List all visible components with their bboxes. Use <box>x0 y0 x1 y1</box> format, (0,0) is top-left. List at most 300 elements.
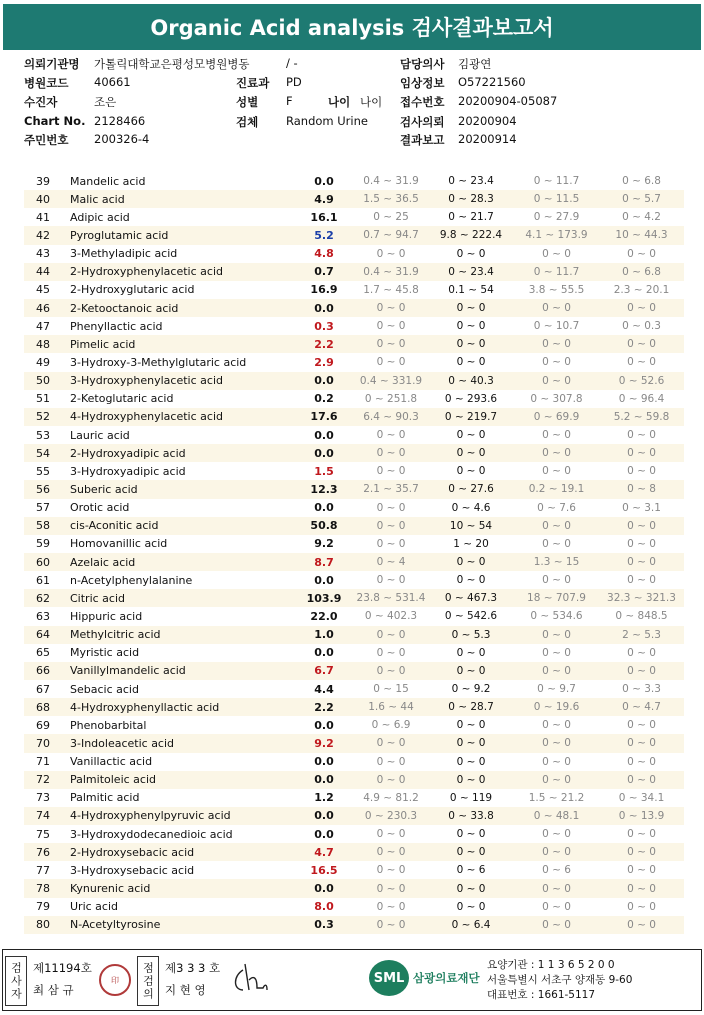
result-value: 0.0 <box>314 301 334 315</box>
reference-range-1: 0 ~ 0 <box>376 501 406 514</box>
report-title: Organic Acid analysis 검사결과보고서 <box>3 4 701 50</box>
reference-range-2: 0 ~ 28.7 <box>448 701 494 714</box>
result-value: 16.9 <box>310 283 338 297</box>
reference-range-4: 0 ~ 0 <box>627 900 656 913</box>
reference-range-2: 0 ~ 0 <box>456 356 486 369</box>
reference-range-2: 0 ~ 0 <box>456 574 486 587</box>
reference-range-2: 0 ~ 119 <box>449 791 493 804</box>
compound-name: Phenyllactic acid <box>70 319 163 333</box>
row-number: 80 <box>36 918 50 932</box>
reference-range-1: 0 ~ 0 <box>376 828 406 841</box>
approver-label-box <box>137 956 159 1006</box>
reference-range-1: 0 ~ 0 <box>376 864 406 877</box>
reference-range-1: 0 ~ 0 <box>376 574 406 587</box>
compound-name: 3-Indoleacetic acid <box>70 736 175 750</box>
reference-range-4: 0 ~ 0 <box>627 773 656 786</box>
report-footer <box>2 949 702 1011</box>
reference-range-3: 0 ~ 11.5 <box>533 193 580 206</box>
reference-range-1: 1.6 ~ 44 <box>368 701 414 714</box>
reference-range-3: 0 ~ 307.8 <box>530 392 583 405</box>
reference-range-1: 0 ~ 402.3 <box>364 610 418 623</box>
reference-range-1: 0 ~ 230.3 <box>364 809 418 822</box>
reference-range-3: 0 ~ 9.7 <box>537 683 576 695</box>
result-value: 0.2 <box>314 392 334 406</box>
reference-range-4: 0 ~ 4.2 <box>622 211 661 224</box>
reference-range-3: 0 ~ 0 <box>542 846 571 859</box>
compound-name: Citric acid <box>70 591 125 605</box>
result-value: 0.0 <box>314 773 334 787</box>
table-row <box>24 353 684 371</box>
reference-range-1: 0 ~ 0 <box>376 737 406 750</box>
specimen-value: Random Urine <box>286 114 368 128</box>
table-row <box>24 662 684 680</box>
clinical-label: 임상정보 <box>400 76 445 90</box>
row-number: 67 <box>36 682 50 696</box>
reference-range-3: 0 ~ 0 <box>542 628 571 641</box>
sml-logo-icon: SML <box>369 960 409 996</box>
reference-range-1: 2.1 ~ 35.7 <box>363 483 419 496</box>
reference-range-2: 0 ~ 23.4 <box>448 175 494 188</box>
approver-label: 점검의 <box>141 961 155 1001</box>
reference-range-4: 0 ~ 34.1 <box>618 791 665 804</box>
result-value: 16.1 <box>310 210 338 224</box>
reference-range-3: 0 ~ 10.7 <box>533 320 580 333</box>
reference-range-3: 0 ~ 534.6 <box>530 610 583 623</box>
seal-icon: 印 <box>99 964 131 996</box>
table-row <box>24 462 684 480</box>
reference-range-1: 23.8 ~ 531.4 <box>356 592 426 605</box>
table-row <box>24 843 684 861</box>
table-row <box>24 390 684 408</box>
row-number: 61 <box>36 573 50 587</box>
result-value: 0.0 <box>314 573 334 587</box>
reference-range-2: 0 ~ 23.4 <box>448 265 494 278</box>
reference-range-4: 0 ~ 4.7 <box>622 701 661 714</box>
compound-name: 2-Ketoglutaric acid <box>70 392 174 406</box>
reference-range-1: 0 ~ 0 <box>376 755 406 768</box>
dept-value: PD <box>286 75 302 89</box>
reference-range-1: 0 ~ 0 <box>376 429 406 442</box>
reference-range-2: 0 ~ 0 <box>456 755 486 768</box>
reference-range-3: 1.5 ~ 21.2 <box>528 791 585 804</box>
examiner-label: 검사자 <box>9 961 23 1001</box>
result-value: 9.2 <box>314 537 334 551</box>
compound-name: Lauric acid <box>70 428 130 442</box>
row-number: 68 <box>36 700 50 714</box>
result-value: 4.7 <box>314 845 334 859</box>
reference-range-4: 0 ~ 0 <box>627 302 656 315</box>
results-table <box>24 172 684 936</box>
report-value: 20200914 <box>458 132 517 146</box>
reference-range-1: 0.4 ~ 31.9 <box>363 175 419 188</box>
row-number: 40 <box>36 192 50 206</box>
table-row <box>24 626 684 644</box>
chart-value: 2128466 <box>94 114 146 128</box>
row-number: 44 <box>36 265 50 279</box>
reference-range-1: 0 ~ 0 <box>376 465 406 478</box>
reference-range-4: 0 ~ 3.1 <box>622 501 661 514</box>
reference-range-2: 0 ~ 0 <box>456 556 486 569</box>
result-value: 4.9 <box>314 192 334 206</box>
reference-range-3: 0 ~ 0 <box>542 882 571 895</box>
reference-range-4: 0 ~ 0 <box>627 755 656 768</box>
row-number: 51 <box>36 392 50 406</box>
approver-license: 제3 3 3 호 <box>165 961 221 975</box>
reference-range-3: 0 ~ 0 <box>542 755 571 768</box>
reference-range-2: 0 ~ 0 <box>456 719 486 732</box>
compound-name: Mandelic acid <box>70 174 146 188</box>
reference-range-2: 0 ~ 0 <box>456 646 486 659</box>
age-label: 나이 <box>328 95 351 109</box>
reference-range-1: 0.4 ~ 331.9 <box>359 374 423 387</box>
reference-range-1: 0 ~ 25 <box>373 211 409 224</box>
compound-name: Sebacic acid <box>70 682 139 696</box>
result-value: 0.0 <box>314 646 334 660</box>
table-row <box>24 499 684 517</box>
compound-name: Hippuric acid <box>70 609 143 623</box>
result-value: 0.0 <box>314 428 334 442</box>
lab-phone: 대표번호 : 1661-5117 <box>487 989 596 1001</box>
row-number: 45 <box>36 283 50 297</box>
result-value: 2.2 <box>314 337 334 351</box>
reference-range-2: 0 ~ 542.6 <box>444 610 498 623</box>
row-number: 65 <box>36 646 50 660</box>
table-row <box>24 825 684 843</box>
table-row <box>24 861 684 879</box>
table-row <box>24 226 684 244</box>
reference-range-2: 0 ~ 0 <box>456 447 486 460</box>
reference-range-2: 0 ~ 0 <box>456 846 486 859</box>
reference-range-3: 18 ~ 707.9 <box>527 592 586 605</box>
reference-range-2: 0 ~ 0 <box>456 773 486 786</box>
clinical-value: O57221560 <box>458 75 526 89</box>
reference-range-3: 0 ~ 0 <box>542 900 571 913</box>
lab-address: 서울특별시 서초구 양재동 9-60 <box>487 974 633 986</box>
result-value: 8.7 <box>314 555 334 569</box>
row-number: 54 <box>36 446 50 460</box>
reference-range-4: 32.3 ~ 321.3 <box>607 592 676 605</box>
reference-range-4: 0 ~ 8 <box>627 483 656 496</box>
request-label: 검사의뢰 <box>400 115 445 129</box>
reference-range-3: 0 ~ 0 <box>542 918 571 931</box>
reference-range-3: 0 ~ 0 <box>542 429 571 442</box>
reference-range-4: 0 ~ 0 <box>627 918 656 931</box>
reference-range-4: 0 ~ 0 <box>627 882 656 895</box>
reference-range-2: 0 ~ 0 <box>456 900 486 913</box>
reference-range-1: 1.7 ~ 45.8 <box>363 283 419 296</box>
table-row <box>24 789 684 807</box>
chart-label: Chart No. <box>24 114 86 128</box>
reference-range-3: 0 ~ 7.6 <box>537 501 576 514</box>
reference-range-2: 0 ~ 0 <box>456 429 486 442</box>
result-value: 2.2 <box>314 700 334 714</box>
compound-name: 4-Hydroxyphenylacetic acid <box>70 410 223 424</box>
reference-range-1: 6.4 ~ 90.3 <box>363 410 419 423</box>
result-value: 0.0 <box>314 882 334 896</box>
result-value: 0.0 <box>314 446 334 460</box>
reference-range-2: 0 ~ 27.6 <box>448 483 494 496</box>
result-value: 0.3 <box>314 918 334 932</box>
compound-name: Kynurenic acid <box>70 882 151 896</box>
row-number: 77 <box>36 863 50 877</box>
doctor-value: 김광연 <box>458 57 492 71</box>
result-value: 0.7 <box>314 265 334 279</box>
table-row <box>24 299 684 317</box>
approver-name: 지 현 영 <box>165 983 206 997</box>
table-row <box>24 281 684 299</box>
hospital-label: 의뢰기관명 <box>24 57 80 71</box>
table-row <box>24 208 684 226</box>
result-value: 8.0 <box>314 900 334 914</box>
reference-range-4: 0 ~ 0 <box>627 247 656 260</box>
compound-name: Suberic acid <box>70 482 138 496</box>
table-row <box>24 589 684 607</box>
compound-name: Phenobarbital <box>70 718 147 732</box>
table-row <box>24 408 684 426</box>
reference-range-1: 0 ~ 0 <box>376 773 406 786</box>
reference-range-2: 0 ~ 33.8 <box>448 809 494 822</box>
row-number: 52 <box>36 410 50 424</box>
row-number: 49 <box>36 355 50 369</box>
reference-range-3: 0 ~ 0 <box>542 828 571 841</box>
compound-name: Palmitic acid <box>70 791 140 805</box>
reference-range-4: 0 ~ 0 <box>627 846 656 859</box>
reference-range-1: 0 ~ 0 <box>376 356 406 369</box>
reference-range-2: 0 ~ 0 <box>456 465 486 478</box>
reference-range-3: 0 ~ 11.7 <box>533 175 580 188</box>
result-value: 0.0 <box>314 827 334 841</box>
table-row <box>24 807 684 825</box>
compound-name: 3-Methyladipic acid <box>70 247 178 261</box>
row-number: 48 <box>36 337 50 351</box>
signature-icon <box>229 958 273 998</box>
reference-range-2: 1 ~ 20 <box>453 537 489 550</box>
result-value: 1.2 <box>314 791 334 805</box>
reference-range-1: 0 ~ 4 <box>376 556 406 569</box>
compound-name: N-Acetyltyrosine <box>70 918 161 932</box>
compound-name: 2-Hydroxysebacic acid <box>70 845 195 859</box>
receipt-value: 20200904-05087 <box>458 94 558 108</box>
table-row <box>24 480 684 498</box>
result-value: 22.0 <box>310 609 338 623</box>
result-value: 103.9 <box>306 591 342 605</box>
result-value: 9.2 <box>314 736 334 750</box>
examiner-name: 최 삼 규 <box>33 983 74 997</box>
row-number: 72 <box>36 773 50 787</box>
reference-range-3: 0 ~ 0 <box>542 519 571 532</box>
row-number: 46 <box>36 301 50 315</box>
reference-range-1: 0 ~ 0 <box>376 664 406 677</box>
reference-range-3: 0 ~ 0 <box>542 719 571 732</box>
specimen-label: 검체 <box>236 115 259 129</box>
compound-name: 3-Hydroxysebacic acid <box>70 863 195 877</box>
result-value: 0.0 <box>314 501 334 515</box>
reference-range-3: 0 ~ 48.1 <box>533 809 580 822</box>
reference-range-2: 0 ~ 0 <box>456 882 486 895</box>
result-value: 1.0 <box>314 628 334 642</box>
reference-range-2: 0 ~ 0 <box>456 828 486 841</box>
result-value: 16.5 <box>310 863 338 877</box>
compound-name: 2-Hydroxyglutaric acid <box>70 283 195 297</box>
row-number: 64 <box>36 628 50 642</box>
code-value: 40661 <box>94 75 131 89</box>
reference-range-3: 4.1 ~ 173.9 <box>525 229 588 242</box>
patient-value: 조은 <box>94 95 117 109</box>
row-number: 47 <box>36 319 50 333</box>
row-number: 79 <box>36 900 50 914</box>
reference-range-1: 0 ~ 0 <box>376 918 406 931</box>
table-row <box>24 317 684 335</box>
result-value: 1.5 <box>314 464 334 478</box>
reference-range-1: 0 ~ 0 <box>376 320 406 333</box>
examiner-license: 제11194호 <box>33 961 92 975</box>
hospital-value: 가톨릭대학교은평성모병원병동 <box>94 57 250 71</box>
compound-name: 4-Hydroxyphenylpyruvic acid <box>70 809 231 823</box>
result-value: 0.0 <box>314 174 334 188</box>
reference-range-2: 0 ~ 9.2 <box>451 683 491 695</box>
reference-range-2: 0 ~ 21.7 <box>448 211 494 224</box>
table-row <box>24 245 684 263</box>
compound-name: Vanillactic acid <box>70 755 153 769</box>
row-number: 60 <box>36 555 50 569</box>
compound-name: Myristic acid <box>70 646 140 660</box>
sex-label: 성별 <box>236 95 259 109</box>
row-number: 78 <box>36 882 50 896</box>
row-number: 57 <box>36 501 50 515</box>
reference-range-3: 0 ~ 0 <box>542 574 571 587</box>
reference-range-2: 0 ~ 0 <box>456 664 486 677</box>
result-value: 50.8 <box>310 519 338 533</box>
reference-range-1: 0.4 ~ 31.9 <box>363 265 419 278</box>
reference-range-1: 0 ~ 0 <box>376 338 406 351</box>
reference-range-4: 0 ~ 0 <box>627 664 656 677</box>
reference-range-1: 0 ~ 0 <box>376 519 406 532</box>
reference-range-4: 0 ~ 5.7 <box>622 193 661 206</box>
reference-range-2: 0 ~ 0 <box>456 737 486 750</box>
sex-value: F <box>286 94 293 108</box>
table-row <box>24 916 684 934</box>
reference-range-4: 0 ~ 0 <box>627 864 656 877</box>
result-value: 12.3 <box>310 482 338 496</box>
reference-range-3: 0 ~ 0 <box>542 465 571 478</box>
reference-range-2: 0 ~ 5.3 <box>451 628 491 641</box>
request-value: 20200904 <box>458 114 517 128</box>
table-row <box>24 753 684 771</box>
reference-range-4: 0 ~ 96.4 <box>618 392 665 405</box>
doctor-label: 담당의사 <box>400 57 445 71</box>
compound-name: Palmitoleic acid <box>70 773 157 787</box>
reference-range-3: 0 ~ 11.7 <box>533 265 580 278</box>
patient-label: 수진자 <box>24 95 58 109</box>
reference-range-4: 0 ~ 0 <box>627 356 656 369</box>
reference-range-3: 0 ~ 0 <box>542 302 571 315</box>
table-row <box>24 444 684 462</box>
reference-range-2: 0 ~ 0 <box>456 320 486 333</box>
reference-range-3: 0 ~ 0 <box>542 737 571 750</box>
reference-range-4: 10 ~ 44.3 <box>615 229 668 242</box>
lab-code: 요양기관 : 1 1 3 6 5 2 0 0 <box>487 959 615 971</box>
row-number: 75 <box>36 827 50 841</box>
reference-range-3: 3.8 ~ 55.5 <box>528 283 585 296</box>
compound-name: Pyroglutamic acid <box>70 228 169 242</box>
reference-range-1: 0 ~ 0 <box>376 846 406 859</box>
row-number: 41 <box>36 210 50 224</box>
reference-range-4: 0 ~ 0 <box>627 828 656 841</box>
table-row <box>24 716 684 734</box>
table-row <box>24 426 684 444</box>
examiner-label-box <box>5 956 27 1006</box>
row-number: 74 <box>36 809 50 823</box>
reference-range-3: 0 ~ 27.9 <box>533 211 580 224</box>
table-row <box>24 372 684 390</box>
table-row <box>24 553 684 571</box>
result-value: 4.8 <box>314 247 334 261</box>
row-number: 70 <box>36 736 50 750</box>
result-value: 4.4 <box>314 682 334 696</box>
table-row <box>24 535 684 553</box>
reference-range-1: 0 ~ 0 <box>376 882 406 895</box>
compound-name: 4-Hydroxyphenyllactic acid <box>70 700 220 714</box>
reference-range-4: 0 ~ 6.8 <box>622 175 661 188</box>
reference-range-3: 0.2 ~ 19.1 <box>528 483 585 496</box>
reference-range-1: 0 ~ 0 <box>376 537 406 550</box>
reference-range-1: 0 ~ 0 <box>376 628 406 641</box>
compound-name: cis-Aconitic acid <box>70 519 159 533</box>
table-row <box>24 898 684 916</box>
reference-range-2: 0 ~ 28.3 <box>448 193 494 206</box>
reference-range-2: 0 ~ 4.6 <box>451 501 491 514</box>
patient-header <box>24 56 684 152</box>
row-number: 56 <box>36 482 50 496</box>
reference-range-3: 0 ~ 19.6 <box>533 701 580 714</box>
result-value: 0.0 <box>314 718 334 732</box>
table-row <box>24 335 684 353</box>
reference-range-1: 0 ~ 15 <box>373 683 409 695</box>
table-row <box>24 263 684 281</box>
compound-name: Orotic acid <box>70 501 130 515</box>
reference-range-4: 0 ~ 0 <box>627 719 656 732</box>
report-label: 결과보고 <box>400 133 445 147</box>
table-row <box>24 607 684 625</box>
reference-range-2: 0 ~ 0 <box>456 247 486 260</box>
reference-range-1: 0 ~ 6.9 <box>371 719 411 732</box>
row-number: 55 <box>36 464 50 478</box>
dept-label: 진료과 <box>236 76 270 90</box>
reference-range-4: 0 ~ 0.3 <box>622 320 661 333</box>
compound-name: 3-Hydroxydodecanedioic acid <box>70 827 233 841</box>
table-row <box>24 734 684 752</box>
table-row <box>24 190 684 208</box>
reference-range-2: 0 ~ 40.3 <box>448 374 494 387</box>
reference-range-3: 0 ~ 0 <box>542 374 571 387</box>
compound-name: Malic acid <box>70 192 125 206</box>
reference-range-1: 4.9 ~ 81.2 <box>363 791 419 804</box>
row-number: 59 <box>36 537 50 551</box>
reference-range-4: 0 ~ 6.8 <box>622 265 661 278</box>
row-number: 69 <box>36 718 50 732</box>
reference-range-4: 0 ~ 0 <box>627 537 656 550</box>
row-number: 53 <box>36 428 50 442</box>
result-value: 6.7 <box>314 664 334 678</box>
table-row <box>24 680 684 698</box>
reference-range-1: 0 ~ 0 <box>376 247 406 260</box>
compound-name: 2-Hydroxyphenylacetic acid <box>70 265 223 279</box>
ward-value: / - <box>286 56 298 70</box>
reference-range-4: 0 ~ 3.3 <box>622 683 661 695</box>
compound-name: Pimelic acid <box>70 337 136 351</box>
reference-range-1: 0 ~ 251.8 <box>364 392 418 405</box>
result-value: 0.3 <box>314 319 334 333</box>
